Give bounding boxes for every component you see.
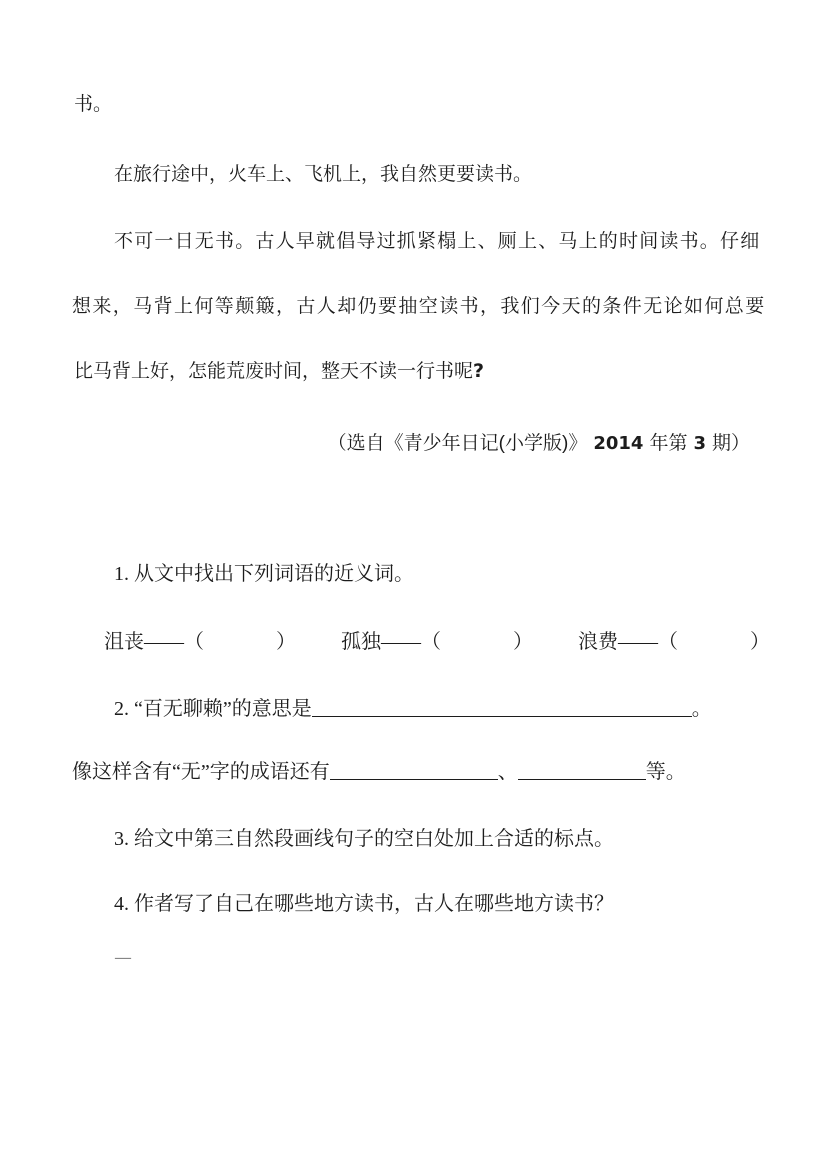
synonym-prefix: 沮丧——（ bbox=[104, 631, 204, 653]
question-1-synonym-row bbox=[104, 630, 770, 655]
synonym-item-gudu bbox=[341, 630, 533, 655]
synonym-prefix: 孤独——（ bbox=[341, 631, 441, 653]
synonym-prefix: 浪费——（ bbox=[578, 631, 678, 653]
fill-in-blank-meaning bbox=[312, 698, 692, 717]
source-mid: 年第 bbox=[649, 433, 688, 454]
synonym-close: ） bbox=[513, 631, 533, 653]
question-2-line1 bbox=[114, 697, 712, 722]
fill-in-blank-idiom-1 bbox=[330, 761, 498, 780]
question-2-line2 bbox=[72, 760, 686, 785]
fill-in-blank-idiom-2 bbox=[518, 761, 646, 780]
answer-dash: — bbox=[115, 949, 131, 966]
synonym-close: ） bbox=[276, 631, 296, 653]
source-year: 2014 bbox=[593, 433, 644, 454]
source-suffix: 期） bbox=[711, 433, 750, 454]
synonym-close: ） bbox=[750, 631, 770, 653]
question-2-line2-separator: 、 bbox=[497, 761, 518, 783]
question-1-label: 1. 从文中找出下列词语的近义词。 bbox=[114, 563, 414, 585]
passage-carryover-line: 书。 bbox=[74, 94, 113, 115]
passage-paragraph-travel: 在旅行途中，火车上、飞机上，我自然更要读书。 bbox=[114, 164, 533, 185]
question-2-suffix: 。 bbox=[691, 698, 712, 720]
question-4-label: 4. 作者写了自己在哪些地方读书，古人在哪些地方读书？ bbox=[114, 893, 614, 915]
passage-paragraph-daily-line2: 想来，马背上何等颠簸，古人却仍要抽空读书，我们今天的条件无论如何总要 bbox=[72, 296, 766, 317]
source-attribution bbox=[328, 432, 750, 456]
question-mark-glyph: ? bbox=[473, 360, 485, 382]
passage-paragraph-daily-line1: 不可一日无书。古人早就倡导过抓紧榻上、厕上、马上的时间读书。仔细 bbox=[114, 231, 761, 252]
question-2-line2-prefix: 像这样含有“无”字的成语还有 bbox=[72, 761, 330, 783]
question-3-label: 3. 给文中第三自然段画线句子的空白处加上合适的标点。 bbox=[114, 828, 614, 850]
source-issue-number: 3 bbox=[693, 433, 706, 454]
synonym-item-langfei bbox=[578, 630, 770, 655]
source-prefix: （选自《青少年日记(小学版)》 bbox=[327, 433, 588, 454]
passage-paragraph-daily-line3 bbox=[74, 360, 484, 384]
synonym-item-jusang bbox=[104, 630, 296, 655]
passage-daily-line3-text: 比马背上好，怎能荒废时间，整天不读一行书呢 bbox=[74, 361, 474, 382]
question-2-prefix: 2. “百无聊赖”的意思是 bbox=[114, 698, 312, 720]
question-2-line2-suffix: 等。 bbox=[645, 761, 686, 783]
